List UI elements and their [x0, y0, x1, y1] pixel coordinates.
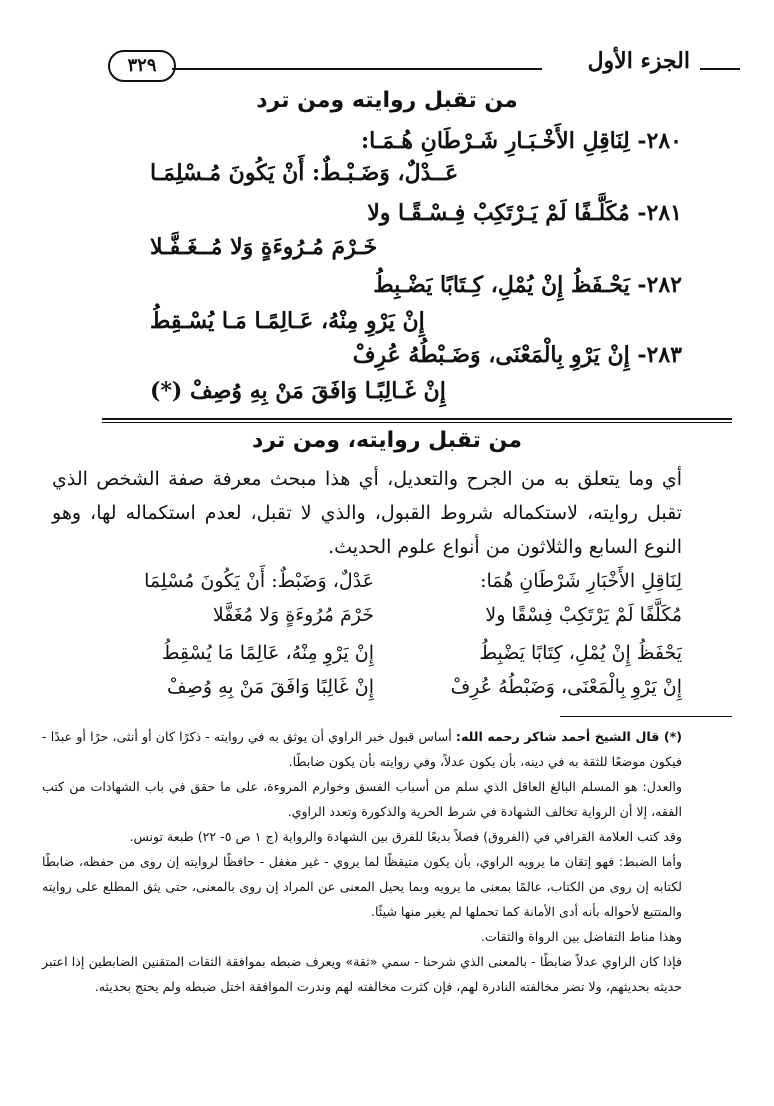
footnote-attribution: (*) قال الشيخ أحمد شاكر رحمه الله: [455, 729, 682, 744]
poem-line [361, 128, 682, 154]
footnote-text: والعدل: هو المسلم البالغ العاقل الذي سلم من أسباب الفسق وخوارم المروءة، على ما حقق في باب الشهادات من كتب الفقه، إلا أن الرواية تخالف الشهادة في شرط الحرية والذكورة وتعدد الراوي. [42, 779, 682, 819]
page-header [100, 40, 740, 80]
poem-line [373, 272, 682, 298]
footnote-text: أساس قبول خبر الراوي أن يوثق به في روايته - ذكرًا كان أو أنثى، حرًا أو عبدًا - فيكون موضعًا للثقة به في دينه، بأن يكون عدلاً، وفي روايته بأن يكون ضابطًا. [42, 729, 682, 769]
header-rule [172, 68, 542, 70]
running-title: الجزء الأول [587, 48, 690, 74]
verse-text: يَحْـفَظُ إِنْ يُمْلِ، كِـتَابًا يَضْـبِطُ [373, 272, 630, 298]
verse-hemistich: يَحْفَظُ إِنْ يُمْلِ، كِتَابًا يَضْبِطُ [479, 642, 682, 664]
verse-hemistich: لِنَاقِلِ الأَخْبَارِ شَرْطَانِ هُمَا: [480, 570, 682, 592]
section-title: من تقبل روايته، ومن ترد [252, 428, 522, 453]
footnotes [42, 724, 682, 999]
footnote-paragraph [42, 924, 682, 949]
footnote-text: وأما الضبط: فهو إتقان ما يرويه الراوي، بأن يكون متيقظًا لما يروي - غير مغفل - حافظًا لروايته إن روى من حفظه، ضابطًا لكتابه إن روى من الكتاب، عالمًا بمعنى ما يرويه وبما يحيل المعنى عن المراد إن روى بالمعنى، حتى يثق المطلع على روايته والمتتبع لأحواله بأنه أدى الأمانة كما تحملها لم يغير منها شيئًا. [42, 854, 682, 919]
verse-hemistich: إِنْ يَرْوِ مِنْهُ، عَالِمًا مَا يُسْقِطُ [161, 642, 374, 664]
verse-text: مُكَلَّـفًا لَمْ يَـرْتَكِبْ فِـسْـقًـا ولا [367, 200, 630, 226]
poem-line [150, 308, 425, 334]
verse-number: ٢٨٣- [637, 342, 682, 368]
footnote-text: وهذا مناط التفاضل بين الرواة والثقات. [480, 929, 682, 944]
verse-text: إِنْ غَـالِبًـا وَافَقَ مَنْ بِهِ وُصِفْ (*) [150, 378, 446, 404]
poem-line [150, 234, 377, 260]
verse-hemistich: عَدْلٌ، وَضَبْطٌ: أَنْ يَكُونَ مُسْلِمَا [144, 570, 374, 592]
footnote-paragraph [42, 849, 682, 924]
commentary-paragraph: أي وما يتعلق به من الجرح والتعديل، أي هذا مبحث معرفة صفة الشخص الذي تقبل روايته، لاستكماله شروط القبول، والذي لا تقبل، لعدم استكماله لها، وهو النوع السابع والثلاثون من أنواع علوم الحديث. [52, 468, 682, 558]
verse-number: ٢٨١- [637, 200, 682, 226]
verse-number: ٢٨٠- [637, 128, 682, 154]
poem-line [150, 378, 446, 404]
section-divider [102, 422, 732, 423]
page-number: ٣٢٩ [108, 50, 176, 82]
verse-number: ٢٨٢- [637, 272, 682, 298]
footnote-paragraph [42, 824, 682, 849]
verse-text: عَــدْلٌ، وَضَـبْـطٌ: أَنْ يَكُونَ مُـسْلِمَـا [150, 160, 459, 186]
verse-hemistich: إِنْ يَرْوِ بِالْمَعْنَى، وَضَبْطُهُ عُرِفْ [450, 676, 682, 698]
verse-hemistich: خَرْمَ مُرُوءَةٍ وَلا مُغَفَّلا [212, 604, 374, 626]
footnote-text: فإذا كان الراوي عدلاً ضابطًا - بالمعنى الذي شرحنا - سمي «ثقة» ويعرف ضبطه بموافقة الثقات المتقنين الضابطين إذا اعتبر حديثه بحديثهم، ولا تضر مخالفته النادرة لهم، فإن كثرت مخالفته لهم وندرت الموافقة اختل ضبطه ولم يحتج بحديثه. [42, 954, 682, 994]
header-dash [700, 68, 740, 70]
verse-text: خَـرْمَ مُـرُوءَةٍ وَلا مُــغَـفَّـلا [150, 234, 378, 260]
verse-text: إِنْ يَرْوِ مِنْهُ، عَـالِمًـا مَـا يُسْـقِطُ [150, 308, 425, 334]
footnote-separator [560, 716, 732, 717]
verse-text: إِنْ يَرْوِ بِالْمَعْنَى، وَضَـبْطُهُ عُرِفْ [352, 342, 630, 368]
verse-hemistich: إِنْ غَالِبًا وَافَقَ مَنْ بِهِ وُصِفْ [167, 676, 374, 698]
footnote-paragraph [42, 774, 682, 824]
footnote-paragraph [42, 949, 682, 999]
poem-line [353, 342, 682, 368]
footnote-text: وقد كتب العلامة القرافي في (الفروق) فصلاً بديعًا للفرق بين الشهادة والرواية (ج ١ ص ٥- ٢٢) طبعة تونس. [129, 829, 682, 844]
poem-line [150, 160, 458, 186]
verse-hemistich: مُكَلَّفًا لَمْ يَرْتَكِبْ فِسْقًا ولا [485, 604, 682, 626]
top-title: من تقبل روايته ومن ترد [256, 88, 518, 113]
poem-line [367, 200, 682, 226]
footnote-paragraph [42, 724, 682, 774]
verse-text: لِنَاقِلِ الأَخْـبَـارِ شَـرْطَانِ هُـمَـا: [360, 128, 630, 154]
section-divider [102, 418, 732, 420]
